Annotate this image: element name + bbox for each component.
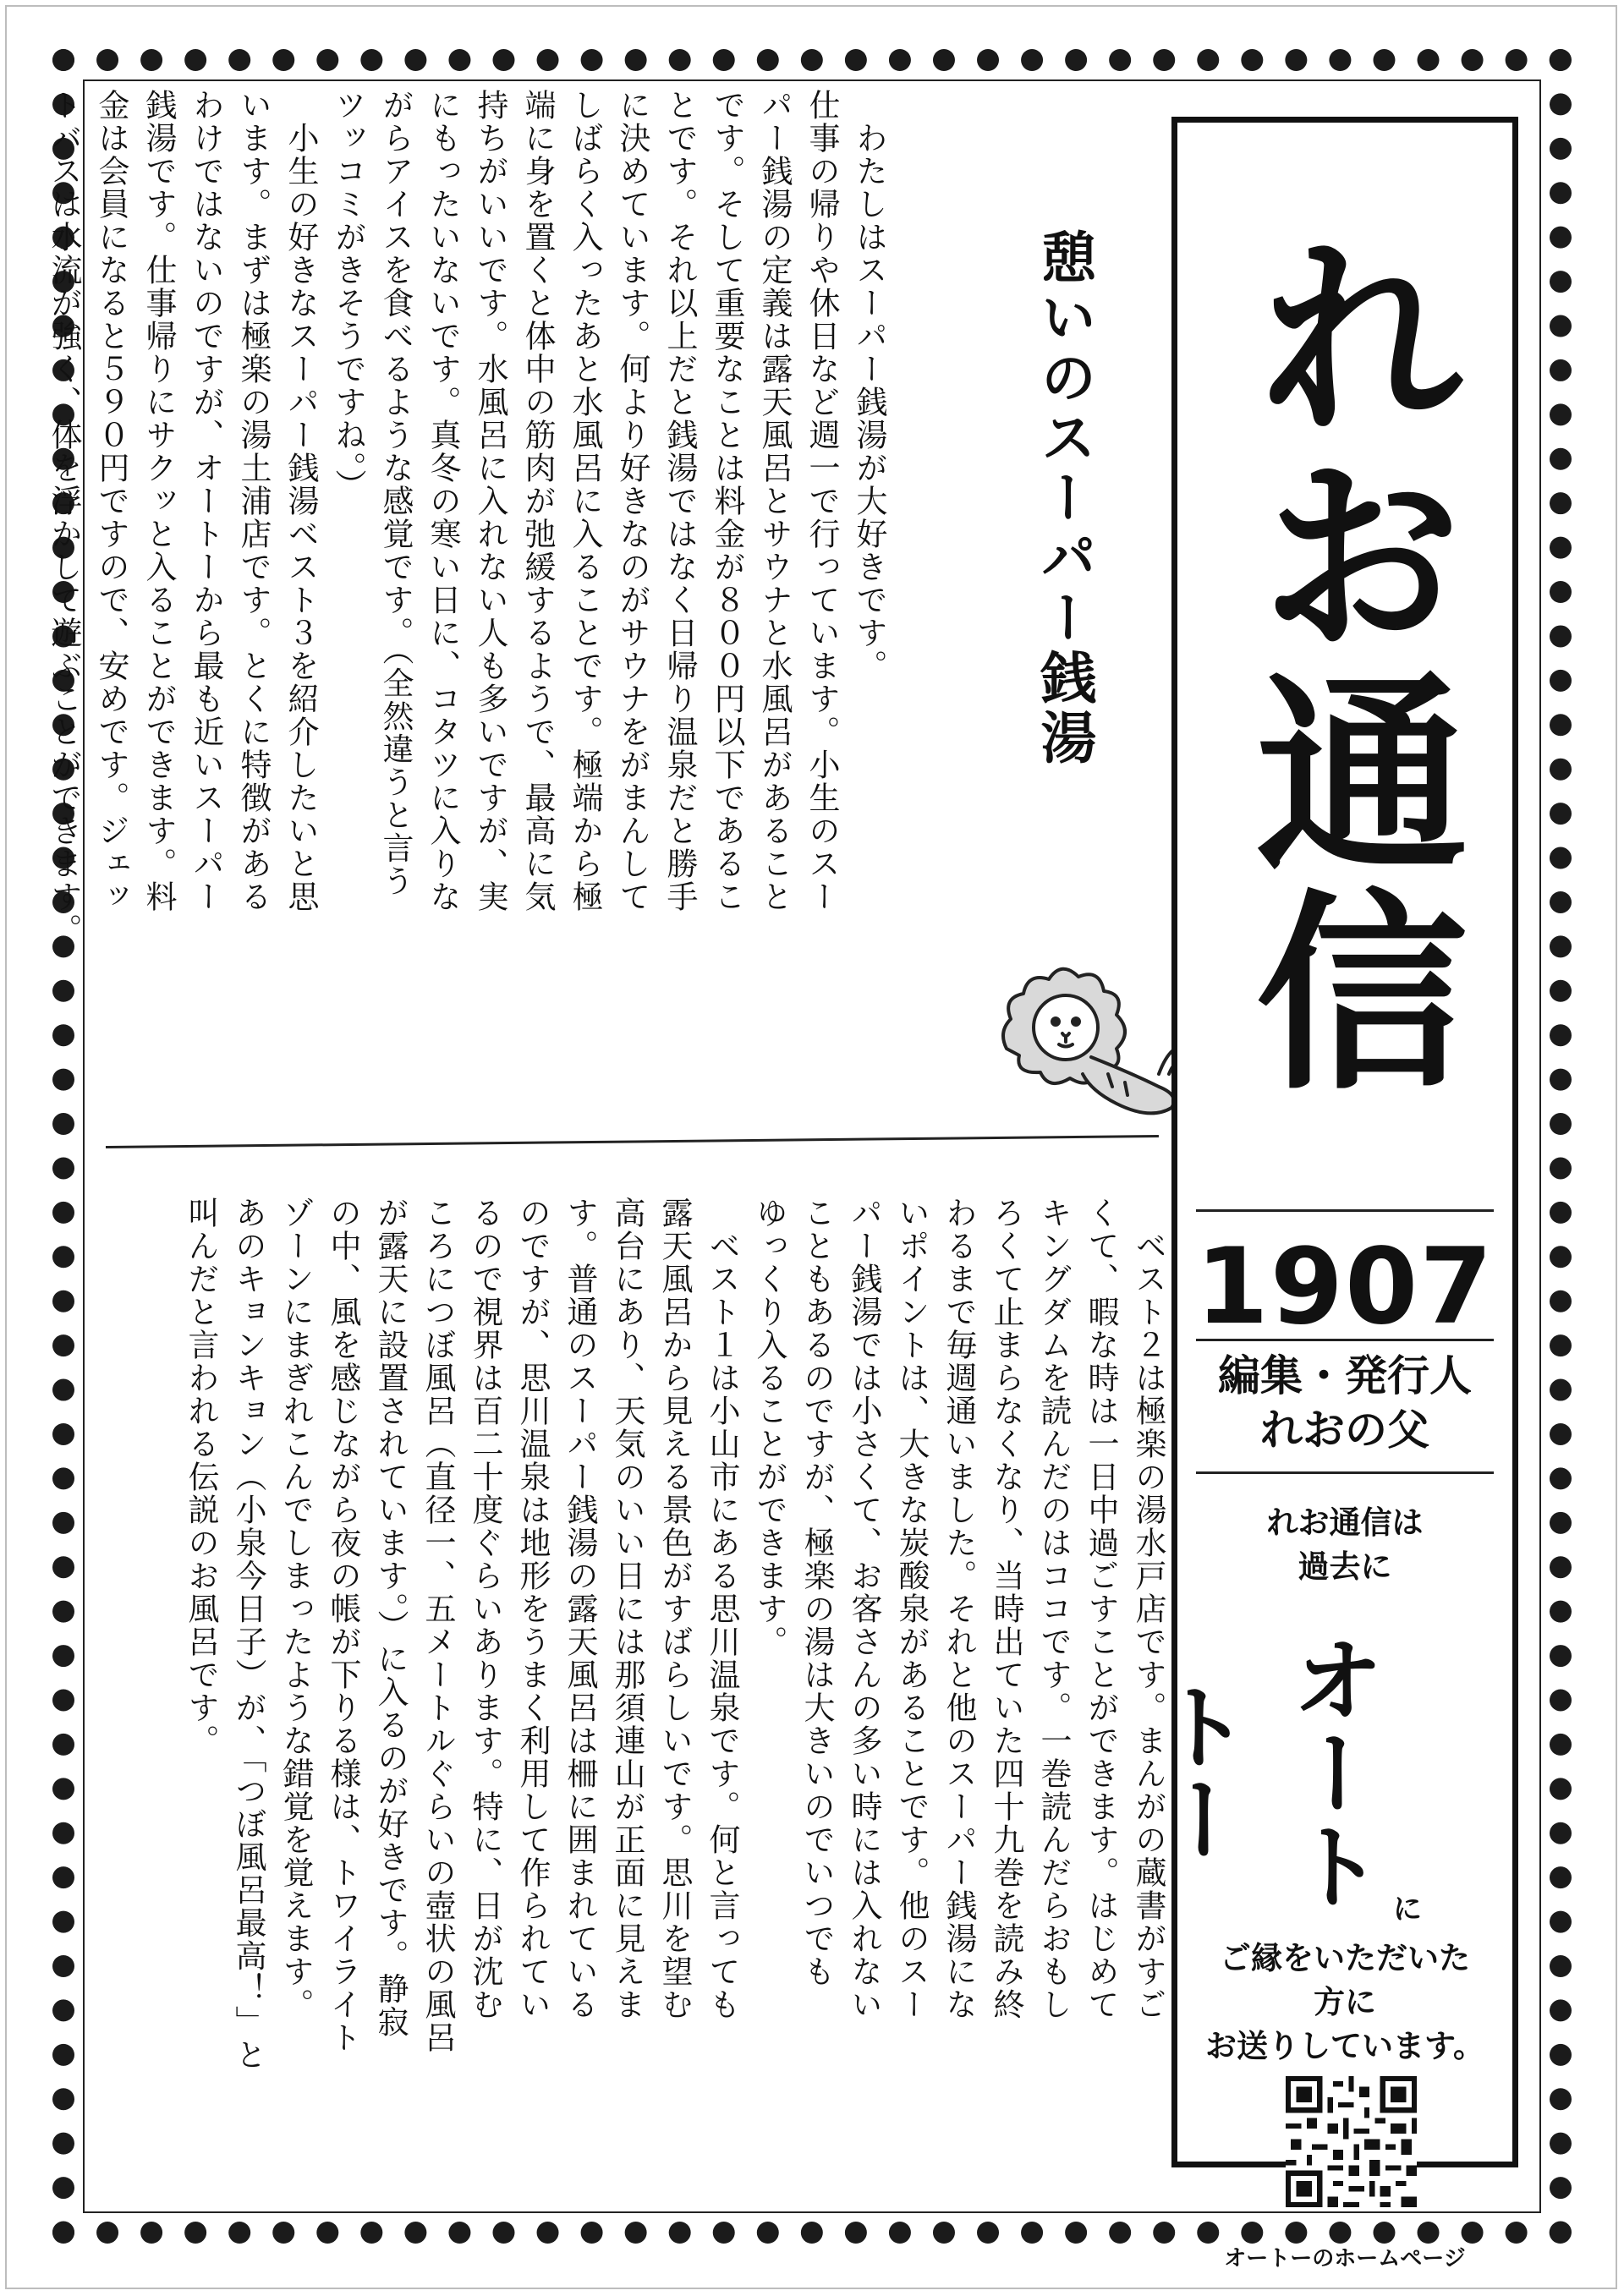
thanks-line: 方に	[1314, 1984, 1376, 2020]
thanks-note	[1177, 1937, 1512, 2069]
thanks-line: ご縁をいただいた	[1220, 1940, 1470, 1976]
editor-credit	[1177, 1349, 1512, 1457]
article-bottom-text: ベスト２は極楽の湯水戸店です。まんがの蔵書がすご くて、暇な時は一日中過ごすことができます。はじめて キングダムを読んだのはココです。一巻読んだらおもし ろくて止まらなくなり、当時出ていた四十九巻を読み終 わるまで毎週通いました。それと他のスーパー銭湯にな いポイントは、大きな炭酸泉があることです。他のスー パー銭湯では小さくて、お客さんの多い時には入れない こともあるのですが、極楽の湯は大きいのでいつでも ゆっくり入ることができます。 ベスト１は小山市にある思川温泉です。何と言っても 露天風呂から見える景色がすばらしいです。思川を望む 高台にあり、天気のいい日には那須連山が正面に見えま す。普通のスーパー銭湯の露天風呂は柵に囲まれている のですが、思川温泉は地形をうまく利用して作られてい るので視界は百二十度ぐらいあります。特に、日が沈む ころにつぼ風呂（直径一、五メートルぐらいの壺状の風呂 が露天に設置されています。）に入るのが好きです。静寂 の中、風を感じながら夜の帳が下りる様は、トワイライト ゾーンにまぎれこんでしまったような錯覚を覚えます。 あのキョンキョン（小泉今日子）が、「つぼ風呂最高！」と 叫んだと言われる伝説のお風呂です。	[183, 1197, 1166, 2072]
distribution-note	[1177, 1501, 1512, 1589]
masthead-rule	[1196, 1471, 1494, 1474]
article-heading: 憩いのスーパー銭湯	[1031, 228, 1096, 769]
particle-ni: に	[1393, 1893, 1422, 1926]
lion-mascot-icon	[990, 947, 1201, 1129]
qr-code-icon[interactable]	[1286, 2076, 1417, 2207]
note-line: 過去に	[1298, 1548, 1392, 1585]
company-name: オートトー	[1143, 1632, 1385, 1911]
issue-number: 1907	[1195, 1226, 1495, 1348]
qr-caption: オートーのホームページ	[1224, 2246, 1466, 2271]
thanks-line: お送りしています。	[1204, 2028, 1485, 2064]
masthead-rule	[1196, 1209, 1494, 1212]
masthead	[1143, 117, 1518, 2271]
newsletter-title: れお通信	[1221, 227, 1469, 1100]
masthead-rule	[1196, 1339, 1494, 1341]
editor-label: 編集・発行人	[1218, 1351, 1472, 1400]
editor-name: れおの父	[1260, 1406, 1429, 1455]
article-top-text: わたしはスーパー銭湯が大好きです。 仕事の帰りや休日など週一で行っています。小生のスー パー銭湯の定義は露天風呂とサウナと水風呂があること です。そして重要なことは料金が８００円以下であるこ とです。それ以上だと銭湯ではなく日帰り温泉だと勝手 に決めています。何より好きなのがサウナをがまんして しばらく入ったあと水風呂に入ることです。極端から極 端に身を置くと体中の筋肉が弛緩するようで、最高に気 持ちがいいです。水風呂に入れない人も多いですが、実 にもったいないです。真冬の寒い日に、コタツに入りな がらアイスを食べるような感覚です。（全然違うと言う ツッコミがきそうですね。） 小生の好きなスーパー銭湯ベスト３を紹介したいと思 います。まずは極楽の湯土浦店です。とくに特徴がある わけではないのですが、オートーから最も近いスーパー 銭湯です。仕事帰りにサクッと入ることができます。料 金は会員になると５９０円ですので、安めです。ジェッ トバスは水流が強く、体を浮かして遊ぶことができます。	[46, 89, 887, 946]
note-line: れお通信は	[1266, 1504, 1424, 1541]
